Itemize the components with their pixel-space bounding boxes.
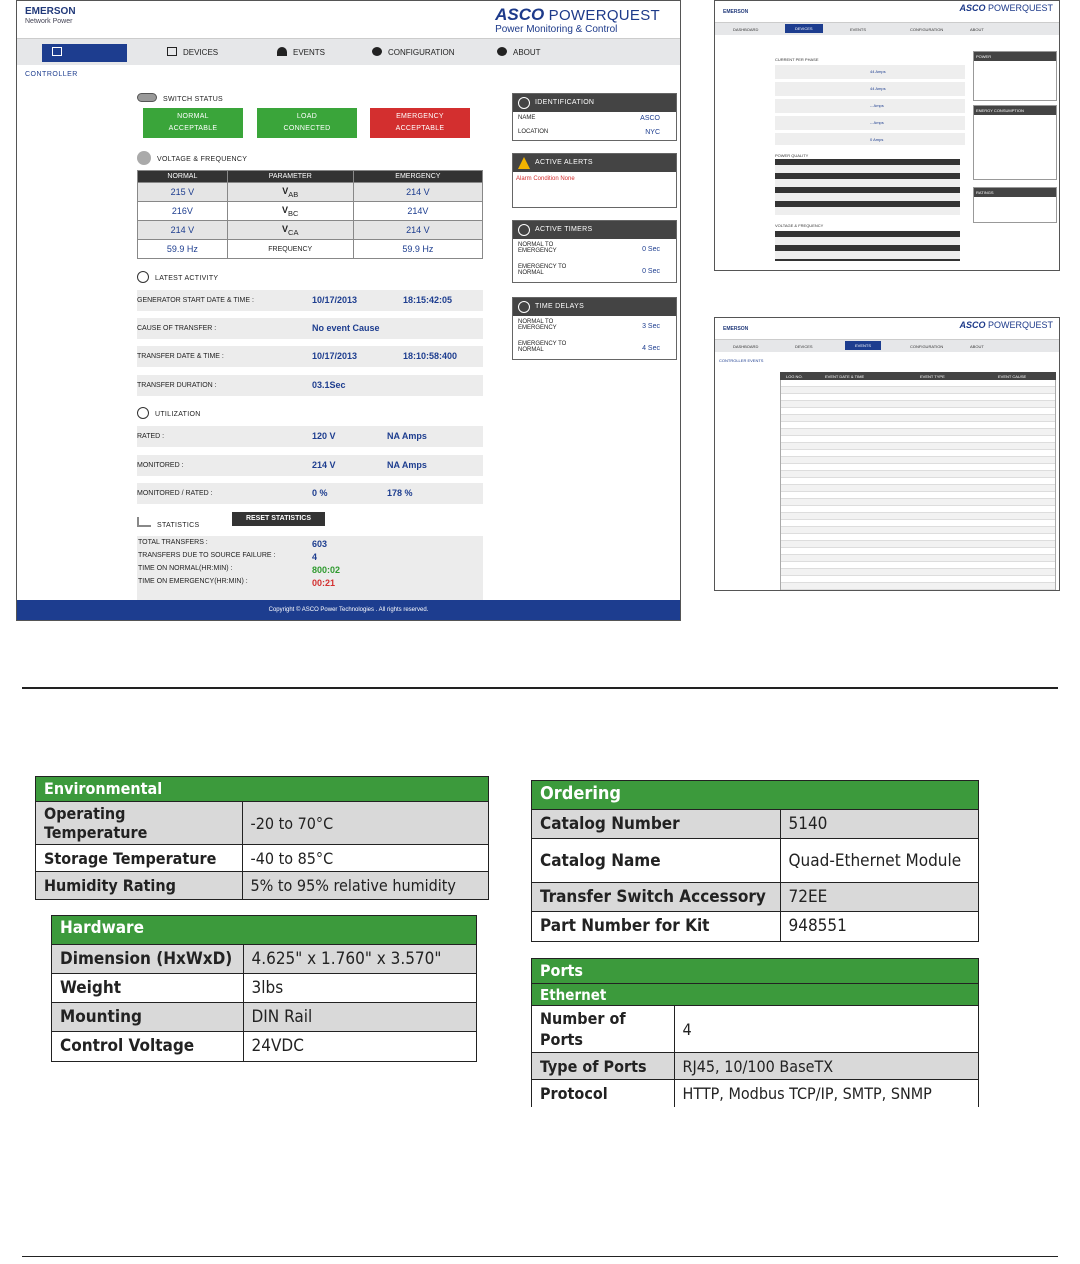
product-brand: ASCO POWERQUEST (959, 320, 1053, 330)
tab-events[interactable]: EVENTS (267, 44, 335, 62)
table-row: Mounting DIN Rail (52, 1003, 476, 1032)
events-title: CONTROLLER EVENTS (719, 358, 764, 363)
table-title: Ports (532, 959, 978, 983)
product-brand: ASCO POWERQUEST (959, 3, 1053, 13)
statistics-title: STATISTICS (137, 517, 199, 529)
location-pin-icon (518, 97, 530, 109)
load-connected-status: LOAD CONNECTED (257, 108, 357, 138)
activity-row: TRANSFER DURATION : 03.1Sec (137, 375, 483, 396)
switch-status-title: SWITCH STATUS (137, 93, 223, 103)
activity-row: TRANSFER DATE & TIME : 10/17/2013 18:10:58:400 (137, 346, 483, 367)
normal-acceptable-status: NORMAL ACCEPTABLE (143, 108, 243, 138)
panel-header: IDENTIFICATION (513, 94, 676, 112)
events-table-header: LOG NO. EVENT DATE & TIME EVENT TYPE EVENT CAUSE (780, 372, 1056, 380)
clock-icon (518, 301, 530, 313)
divider (22, 687, 1058, 689)
monitor-icon (52, 47, 62, 56)
events-screenshot (714, 317, 1060, 591)
reset-statistics-button[interactable]: RESET STATISTICS (232, 512, 325, 526)
section-title: VOLTAGE & FREQUENCY (775, 223, 824, 228)
device-icon (167, 47, 177, 56)
ports-table (531, 958, 979, 1107)
table-row: Part Number for Kit 948551 (532, 912, 978, 941)
kv-row: LOCATION NYC (518, 129, 660, 136)
ratings-panel: RATINGS (973, 187, 1057, 223)
stat-row: TOTAL TRANSFERS : 603 (138, 539, 328, 549)
table-row: Storage Temperature -40 to 85°C (36, 845, 488, 872)
tab-about[interactable]: ABOUT (970, 344, 984, 349)
section-title: POWER QUALITY (775, 153, 809, 158)
devices-screenshot (714, 0, 1060, 271)
table-row: 216V $V_{BC}$ 214V (138, 202, 483, 221)
emergency-acceptable-status: EMERGENCY ACCEPTABLE (370, 108, 470, 138)
product-brand (495, 5, 660, 35)
table-row: Dimension (HxWxD) 4.625" x 1.760" x 3.570" (52, 945, 476, 974)
kv-row: EMERGENCY TO NORMAL 4 Sec (518, 341, 660, 353)
kv-row: NORMAL TO EMERGENCY 3 Sec (518, 319, 660, 331)
toggle-icon (137, 93, 157, 102)
emerson-logo: EMERSON (723, 9, 749, 15)
panel-header: ACTIVE TIMERS (513, 221, 676, 239)
info-icon (497, 47, 507, 56)
table-row: 214 V $V_{CA}$ 214 V (138, 221, 483, 240)
thumb-nav (715, 340, 1059, 352)
table-row: Humidity Rating 5% to 95% relative humidity (36, 872, 488, 899)
bar-chart-icon (137, 517, 151, 527)
tab-configuration[interactable]: CONFIGURATION (910, 27, 944, 32)
panel-header: TIME DELAYS (513, 298, 676, 316)
bottom-rule (22, 1256, 1058, 1257)
tab-devices[interactable]: DEVICES (795, 344, 813, 349)
table-row: Type of Ports RJ45, 10/100 BaseTX (532, 1053, 978, 1080)
gear-icon (372, 47, 382, 56)
environmental-table (35, 776, 489, 900)
tab-dashboard[interactable]: DASHBOARD (42, 44, 127, 62)
panel-header: ACTIVE ALERTS (513, 154, 676, 172)
app-header (17, 1, 680, 39)
table-row: Catalog Name Quad-Ethernet Module (532, 839, 978, 883)
table-row: Transfer Switch Accessory 72EE (532, 883, 978, 912)
wave-icon (137, 151, 151, 165)
kv-row: NAME ASCO (518, 115, 660, 122)
current-table: 44 Amps 44 Amps -- Amps -- Amps 0 Amps (775, 65, 965, 145)
time-delays-panel (512, 297, 677, 360)
power-panel: POWER (973, 51, 1057, 101)
table-row: Weight 3lbs (52, 974, 476, 1003)
emerson-logo: EMERSON (723, 326, 749, 332)
warning-icon (518, 157, 530, 169)
table-subtitle: Ethernet (532, 983, 978, 1005)
util-row: MONITORED : 214 V NA Amps (137, 455, 483, 476)
active-alerts-panel (512, 153, 677, 208)
tab-about[interactable]: ABOUT (487, 44, 551, 62)
thumb-header (715, 1, 1059, 23)
table-row: Operating Temperature -20 to 70°C (36, 802, 488, 845)
hardware-table (51, 915, 477, 1062)
sine-icon (137, 407, 149, 419)
clock-icon (518, 224, 530, 236)
alert-text: Alarm Condition None (516, 176, 575, 182)
tab-devices[interactable]: DEVICES (157, 44, 228, 62)
tab-events[interactable]: EVENTS (845, 341, 881, 350)
table-row: 59.9 Hz FREQUENCY 59.9 Hz (138, 240, 483, 259)
clock-icon (137, 271, 149, 283)
vf-title: VOLTAGE & FREQUENCY (137, 151, 247, 165)
identification-panel (512, 93, 677, 141)
events-table (780, 380, 1056, 591)
table-title: Environmental (36, 777, 488, 801)
table-row: Control Voltage 24VDC (52, 1032, 476, 1061)
table-row: Protocol HTTP, Modbus TCP/IP, SMTP, SNMP (532, 1080, 978, 1107)
energy-panel: ENERGY CONSUMPTION (973, 105, 1057, 180)
stat-row: TIME ON EMERGENCY(HR:MIN) : 00:21 (138, 578, 336, 588)
gauge-icon (277, 47, 287, 56)
table-row: Catalog Number 5140 (532, 810, 978, 839)
latest-activity-title: LATEST ACTIVITY (137, 271, 218, 283)
table-row: Number of Ports 4 (532, 1006, 978, 1053)
thumb-header (715, 318, 1059, 340)
table-row: 215 V $V_{AB}$ 214 V (138, 183, 483, 202)
activity-row: CAUSE OF TRANSFER : No event Cause (137, 318, 483, 339)
voltage-frequency-table: NORMAL PARAMETER EMERGENCY 215 V $V_{AB}$ 214 V 216V $V_{BC}$ 214V 214 V $V_{CA}$ 214 V 59.9 Hz FREQUENCY 59.9 Hz (137, 170, 483, 259)
product-name: POWERQUEST (548, 7, 660, 24)
thumb-nav (715, 23, 1059, 35)
tab-devices[interactable]: DEVICES (785, 24, 823, 33)
emerson-logo (25, 7, 76, 27)
breadcrumb: CONTROLLER (25, 71, 78, 78)
section-title: CURRENT PER PHASE (775, 57, 819, 62)
activity-row: GENERATOR START DATE & TIME : 10/17/2013 18:15:42:05 (137, 290, 483, 311)
product-mark: ASCO (495, 5, 545, 24)
product-sub: Power Monitoring & Control (495, 24, 618, 35)
tab-about[interactable]: ABOUT (970, 27, 984, 32)
statistics-box (137, 536, 483, 600)
vf-table (775, 231, 960, 261)
tab-configuration[interactable]: CONFIGURATION (910, 344, 944, 349)
ordering-table (531, 780, 979, 942)
active-timers-panel (512, 220, 677, 283)
kv-row: NORMAL TO EMERGENCY 0 Sec (518, 242, 660, 254)
table-title: Hardware (52, 916, 476, 944)
utilization-title: UTILIZATION (137, 407, 201, 419)
table-title: Ordering (532, 781, 978, 809)
kv-row: EMERGENCY TO NORMAL 0 Sec (518, 264, 660, 276)
dashboard-screenshot (16, 0, 681, 621)
util-row: MONITORED / RATED : 0 % 178 % (137, 483, 483, 504)
stat-row: TRANSFERS DUE TO SOURCE FAILURE : 4 (138, 552, 318, 562)
tab-events[interactable]: EVENTS (850, 27, 867, 32)
util-row: RATED : 120 V NA Amps (137, 426, 483, 447)
stat-row: TIME ON NORMAL(HR:MIN) : 800:02 (138, 565, 341, 575)
logo-sub: Network Power (25, 18, 73, 25)
tab-dashboard[interactable]: DASHBOARD (733, 344, 759, 349)
tab-configuration[interactable]: CONFIGURATION (362, 44, 465, 62)
tab-dashboard[interactable]: DASHBOARD (733, 27, 759, 32)
logo-brand: EMERSON (25, 6, 76, 17)
power-quality-table (775, 159, 960, 215)
footer: Copyright © ASCO Power Technologies . All rights reserved. (17, 600, 680, 620)
